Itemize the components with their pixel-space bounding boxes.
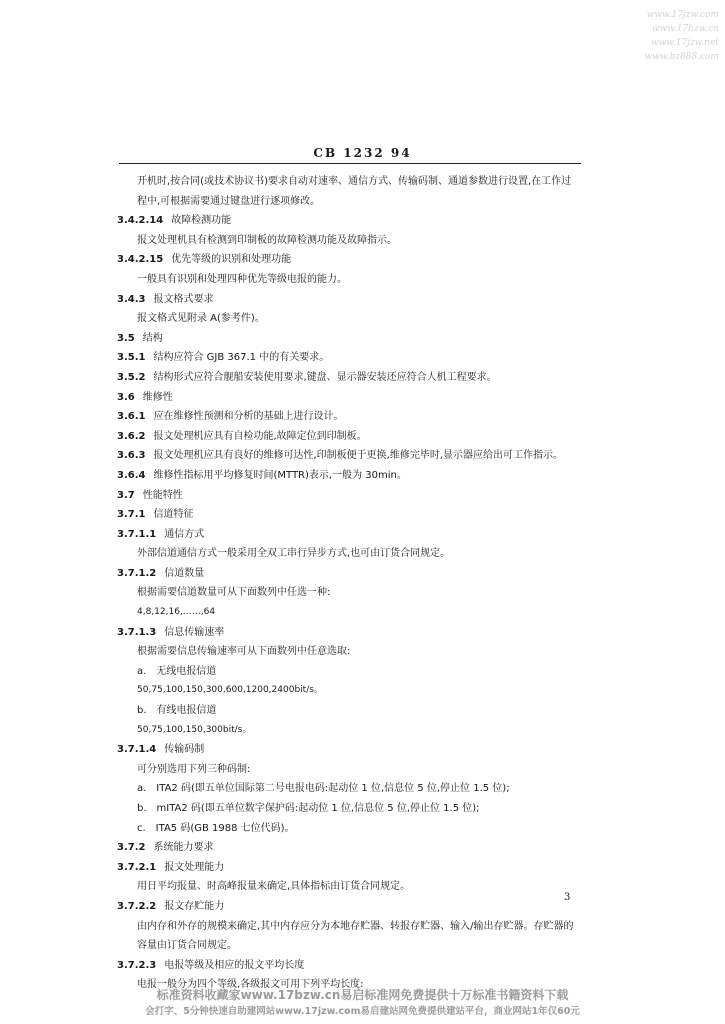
clause-body: 50,75,100,150,300bit/s。 [137,724,252,735]
clause-text [117,877,581,897]
clause-text [117,309,581,329]
clause-body: 用日平均报量、时高峰报量来确定,具体指标由订货合同规定。 [137,881,411,893]
clause-body: c. ITA5 码(GB 1988 七位代码)。 [137,822,295,834]
clause-text [117,231,581,251]
clause-heading [117,388,581,408]
clause-heading [117,956,581,976]
clause-number: 3.6.2 [117,430,146,442]
clause-body: 信息传输速率 [164,626,225,638]
clause-body: 结构应符合 GJB 367.1 中的有关要求。 [153,352,330,364]
clause-text [117,681,581,701]
clause-heading [117,564,581,584]
clause-heading [117,348,581,368]
watermark-line: www.17jzw.com [646,10,719,20]
clause-number: 3.7.1.4 [117,744,157,756]
header-rule [119,163,581,164]
clause-heading [117,290,581,310]
clause-body: 维修性指标用平均修复时间(MTTR)表示,一般为 30min。 [153,469,407,481]
clause-text [117,270,581,290]
clause-number: 3.6.4 [117,469,146,481]
clause-text [117,172,581,211]
clause-heading [117,211,581,231]
footer-line-2[interactable]: 会打字、5分钟快速自助建网站www.17jzw.com易启建站网免费提供建站平台，商业网站1年仅60元 [145,1006,580,1017]
clause-heading [117,407,581,427]
clause-text [117,760,581,780]
clause-heading [117,466,581,486]
clause-text [117,701,581,721]
clause-body: 电报等级及相应的报文平均长度 [164,959,305,971]
clause-number: 3.4.2.14 [117,215,164,227]
clause-body: 根据需要信息传输速率可从下面数列中任意选取: [137,646,351,658]
clause-heading [117,505,581,525]
clause-body: 报文处理机应具有良好的维修可达性,印制板便于更换,维修完毕时,显示器应给出可工作指示。 [153,450,564,462]
clause-text [117,583,581,603]
clause-heading [117,623,581,643]
clause-text [117,662,581,682]
clause-number: 3.6.3 [117,450,146,462]
clause-body: 50,75,100,150,300,600,1200,2400bit/s。 [137,685,323,696]
footer-line-1[interactable]: 标准资料收藏家www.17bzw.cn易启标准网免费提供十万标准书籍资料下载 [156,988,569,1002]
clause-heading [117,838,581,858]
clause-text [117,779,581,799]
clause-body: 报文处理机具有检测到印制板的故障检测功能及故障指示。 [137,234,397,246]
watermark-line: www.17jzw.net [650,38,719,48]
clause-heading [117,897,581,917]
clause-text [117,917,581,956]
clause-heading [117,858,581,878]
clause-text [117,799,581,819]
clause-body: 开机时,按合同(或技术协议书)要求自动对速率、通信方式、传输码制、通道参数进行设置,在工作过程中,可根据需要通过键盘进行逐项修改。 [137,176,572,207]
clause-heading [117,329,581,349]
clause-number: 3.5 [117,332,135,344]
clause-body: 一般具有识别和处理四种优先等级电报的能力。 [137,273,347,285]
clause-number: 3.7.1.2 [117,567,157,579]
clause-heading [117,368,581,388]
watermark-line: www.bz888.com [644,52,719,62]
clause-number: 3.4.3 [117,293,146,305]
clause-heading [117,740,581,760]
clause-body: 信道特征 [153,509,194,521]
clause-text [117,819,581,839]
clause-number: 3.6 [117,391,135,403]
site-footer [0,986,725,1020]
clause-number: 3.7.2.3 [117,959,157,971]
clause-text [117,642,581,662]
document-body [117,172,581,995]
watermark-line: www.17bzw.cn [651,24,719,34]
clause-body: 电报一般分为四个等级,各级报文可用下列平均长度: [137,979,364,991]
clause-body: 系统能力要求 [153,842,214,854]
clause-heading [117,427,581,447]
clause-heading [117,486,581,506]
clause-number: 3.7.1.3 [117,626,157,638]
clause-body: b. 有线电报信道 [137,705,217,717]
clause-heading [117,525,581,545]
clause-body: 故障检测功能 [171,215,232,227]
clause-body: 性能特性 [142,489,183,501]
clause-number: 3.5.1 [117,352,146,364]
clause-text [117,544,581,564]
clause-body: 由内存和外存的规模来确定,其中内存应分为本地存贮器、转报存贮器、输入/输出存贮器。存贮器的容量由订货合同规定。 [137,920,574,952]
clause-number: 3.7.2.1 [117,861,157,873]
clause-body: 报文格式要求 [153,293,214,305]
clause-heading [117,250,581,270]
clause-number: 3.6.1 [117,411,146,423]
clause-body: 传输码制 [164,744,205,756]
clause-body: 应在维修性预测和分析的基础上进行设计。 [153,411,344,423]
clause-body: 信道数量 [164,567,205,579]
clause-number: 3.7.1 [117,509,146,521]
clause-heading [117,446,581,466]
clause-body: 优先等级的识别和处理功能 [171,254,292,266]
clause-body: a. ITA2 码(即五单位国际第二号电报电码:起动位 1 位,信息位 5 位,停止位 1.5 位); [137,783,510,795]
clause-number: 3.7.2.2 [117,900,157,912]
clause-body: a. 无线电报信道 [137,665,217,677]
clause-text [117,721,581,741]
clause-body: 结构 [142,332,163,344]
clause-body: 报文格式见附录 A(参考件)。 [137,313,265,325]
clause-number: 3.5.2 [117,371,146,383]
clause-body: 4,8,12,16,……,64 [137,607,216,618]
clause-number: 3.7.1.1 [117,528,157,540]
clause-number: 3.4.2.15 [117,254,164,266]
clause-body: 报文存贮能力 [164,900,225,912]
clause-body: 外部信道通信方式一般采用全双工串行异步方式,也可由订货合同规定。 [137,548,451,560]
clause-body: 可分别选用下列三种码制: [137,763,251,775]
clause-text [117,603,581,623]
clause-body: b. mITA2 码(即五单位数字保护码:起动位 1 位,信息位 5 位,停止位 1.5 位); [137,803,480,814]
clause-body: 维修性 [142,391,173,403]
page-number: 3 [564,892,571,903]
watermark [599,8,719,64]
clause-number: 3.7.2 [117,842,146,854]
clause-body: 报文处理能力 [164,861,225,873]
clause-body: 报文处理机应具有自检功能,故障定位到印制板。 [153,430,367,442]
clause-body: 根据需要信道数量可从下面数列中任选一种: [137,587,331,599]
standard-code-header: CB 1232 94 [313,146,412,160]
clause-number: 3.7 [117,489,135,501]
clause-body: 结构形式应符合舰船安装使用要求,键盘、显示器安装还应符合人机工程要求。 [153,371,497,383]
clause-body: 通信方式 [164,528,205,540]
